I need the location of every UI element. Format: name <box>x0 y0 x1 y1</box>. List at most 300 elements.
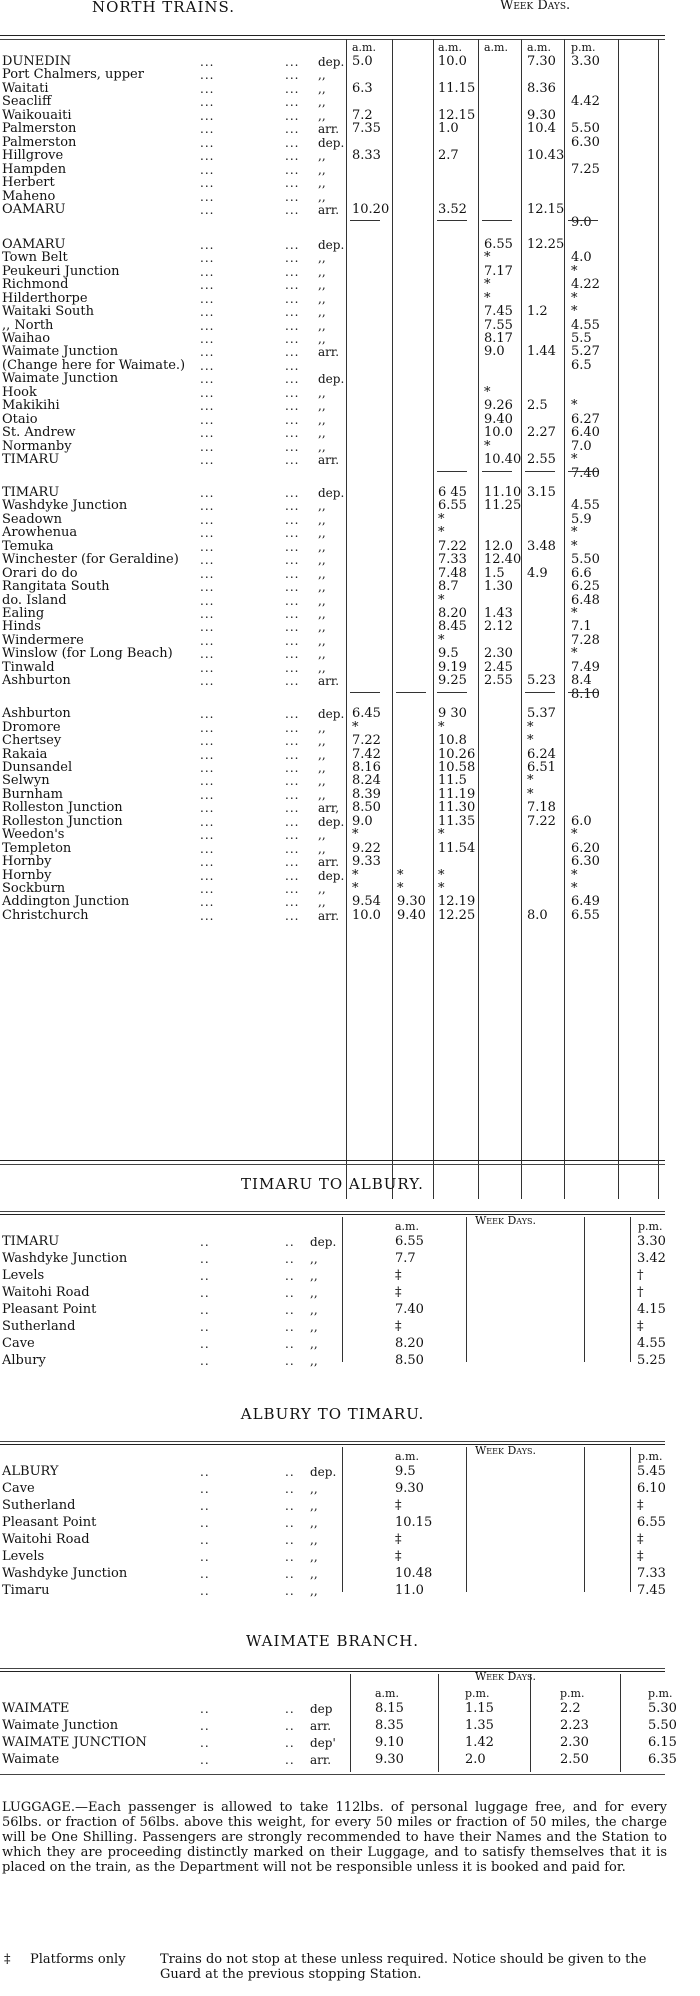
time-cell: 6.55 <box>395 1234 424 1249</box>
arr-dep-marker: ,, <box>310 1584 318 1598</box>
time-cell: 4.0 <box>571 250 592 266</box>
time-cell: 12.0 <box>484 538 513 554</box>
time-cell: 9.30 <box>395 1481 424 1496</box>
arr-dep-marker: ,, <box>318 278 326 293</box>
leader-dots: ... <box>200 647 215 662</box>
arr-dep-marker: arr. <box>310 1753 332 1767</box>
leader-dots: ... <box>285 512 300 527</box>
section-separator <box>396 692 426 693</box>
column-line <box>618 39 619 1199</box>
time-cell: 11.5 <box>438 773 467 789</box>
ampm-label: a.m. <box>395 1220 419 1233</box>
column-line <box>466 1447 467 1592</box>
time-cell: 8.15 <box>375 1701 404 1716</box>
time-cell: † <box>637 1285 644 1300</box>
column-line <box>478 39 479 1199</box>
section-title: WAIMATE BRANCH. <box>245 1632 420 1650</box>
leader-dots: .. <box>285 1337 295 1351</box>
arr-dep-marker: ,, <box>318 526 326 541</box>
leader-dots: ... <box>200 385 215 400</box>
leader-dots: ... <box>200 539 215 554</box>
time-cell: 7.22 <box>527 813 556 829</box>
leader-dots: ... <box>200 660 215 675</box>
station-name: ALBURY <box>2 1464 59 1479</box>
time-cell: 10.40 <box>484 452 522 468</box>
station-name: Waihao <box>2 331 51 346</box>
time-cell: 2.0 <box>465 1752 486 1767</box>
time-cell: 4.55 <box>571 498 600 514</box>
time-cell: 9.40 <box>484 411 513 427</box>
leader-dots: .. <box>285 1584 295 1598</box>
time-cell: 2.50 <box>560 1752 589 1767</box>
leader-dots: .. <box>285 1465 295 1479</box>
station-name: Ealing <box>2 606 45 621</box>
leader-dots: ... <box>200 372 215 387</box>
time-cell: 1.43 <box>484 606 513 621</box>
arr-dep-marker: ,, <box>318 539 326 554</box>
arr-dep-marker: dep. <box>318 372 345 387</box>
time-cell: * <box>571 881 578 896</box>
leader-dots: ... <box>285 81 300 96</box>
column-line <box>620 1674 621 1772</box>
time-cell: 1.42 <box>465 1735 494 1750</box>
station-name: Waimate Junction <box>2 1718 119 1733</box>
time-cell: 6.30 <box>571 854 600 870</box>
leader-dots: ... <box>200 633 215 648</box>
station-name: Waikouaiti <box>2 107 72 123</box>
leader-dots: ... <box>200 453 215 468</box>
column-line <box>438 1674 439 1772</box>
time-cell: 5.45 <box>637 1464 666 1479</box>
leader-dots: .. <box>200 1482 210 1496</box>
leader-dots: ... <box>200 895 215 910</box>
leader-dots: ... <box>285 499 300 514</box>
time-cell: 10.0 <box>484 425 513 441</box>
time-cell: 9.10 <box>375 1735 404 1750</box>
rule-top <box>0 35 665 36</box>
leader-dots: ... <box>200 264 215 279</box>
arr-dep-marker: dep. <box>318 868 345 883</box>
arr-dep-marker: ,, <box>318 291 326 306</box>
arr-dep-marker: ,, <box>318 895 326 910</box>
week-days-label: Week Days. <box>475 1670 536 1683</box>
time-cell: 9 30 <box>438 706 467 722</box>
time-cell: 10.0 <box>352 907 381 923</box>
time-cell: 10.20 <box>352 201 390 217</box>
column-line <box>584 1447 585 1592</box>
time-cell: 7.40 <box>571 465 600 481</box>
leader-dots: .. <box>200 1252 210 1266</box>
station-name: Maheno <box>2 188 56 204</box>
arr-dep-marker: ,, <box>318 264 326 279</box>
station-name: Hornby <box>2 867 52 883</box>
leader-dots: .. <box>285 1567 295 1581</box>
time-cell: 4.42 <box>571 94 600 110</box>
station-name: Seacliff <box>2 94 52 110</box>
arr-dep-marker: dep. <box>310 1465 337 1479</box>
leader-dots: ... <box>285 453 300 468</box>
time-cell: 8.4 <box>571 673 592 689</box>
leader-dots: ... <box>285 895 300 910</box>
time-cell: 1.30 <box>484 579 513 595</box>
time-cell: 6.10 <box>637 1481 666 1496</box>
time-cell: * <box>438 867 445 883</box>
time-cell: 9.0 <box>484 344 505 360</box>
ampm-label: p.m. <box>648 1687 673 1700</box>
leader-dots: .. <box>285 1516 295 1530</box>
leader-dots: ... <box>200 747 215 762</box>
time-cell: 8.16 <box>352 759 381 775</box>
leader-dots: ... <box>285 620 300 635</box>
leader-dots: ... <box>200 814 215 829</box>
station-name: Otaio <box>2 411 38 427</box>
leader-dots: ... <box>285 291 300 306</box>
station-name: Christchurch <box>2 907 89 923</box>
time-cell: * <box>571 646 578 662</box>
leader-dots: ... <box>200 707 215 722</box>
time-cell: 11.25 <box>484 498 522 514</box>
leader-dots: ... <box>285 399 300 414</box>
station-name: Levels <box>2 1268 45 1283</box>
time-cell: 5.5 <box>571 331 592 346</box>
time-cell: ‡ <box>637 1532 644 1547</box>
arr-dep-marker: ,, <box>318 734 326 749</box>
leader-dots: ... <box>200 499 215 514</box>
station-name: Dromore <box>2 719 61 735</box>
leader-dots: ... <box>200 720 215 735</box>
station-name: Chertsey <box>2 733 62 749</box>
leader-dots: .. <box>200 1499 210 1513</box>
station-name: Sutherland <box>2 1498 76 1513</box>
station-name: Makikihi <box>2 398 60 414</box>
leader-dots: ... <box>200 439 215 454</box>
leader-dots: .. <box>285 1303 295 1317</box>
time-cell: 6.15 <box>648 1735 677 1750</box>
time-cell: 8.36 <box>527 80 556 96</box>
station-name: do. Island <box>2 592 67 608</box>
leader-dots: ... <box>200 787 215 802</box>
leader-dots: ... <box>285 358 300 373</box>
ampm-label: a.m. <box>375 1687 399 1700</box>
time-cell: 6.51 <box>527 759 556 775</box>
leader-dots: ... <box>285 345 300 360</box>
arr-dep-marker: arr. <box>318 345 340 360</box>
time-cell: 11.0 <box>395 1583 424 1598</box>
ampm-label: p.m. <box>638 1220 663 1233</box>
time-cell: 10.26 <box>438 746 476 762</box>
leader-dots: ... <box>285 747 300 762</box>
time-cell: 6.45 <box>352 706 381 722</box>
arr-dep-marker: ,, <box>310 1567 318 1581</box>
leader-dots: ... <box>285 814 300 829</box>
leader-dots: ... <box>285 553 300 568</box>
ampm-label: a.m. <box>484 41 508 54</box>
time-cell: * <box>484 384 491 400</box>
time-cell: 10.48 <box>395 1566 433 1581</box>
time-cell: 7.7 <box>395 1251 416 1266</box>
column-line <box>433 39 434 1199</box>
arr-dep-marker: ,, <box>318 68 326 83</box>
time-cell: * <box>571 304 578 320</box>
time-cell: 7.28 <box>571 632 600 648</box>
station-name: Hilderthorpe <box>2 290 88 306</box>
arr-dep-marker: ,, <box>310 1269 318 1283</box>
leader-dots: ... <box>200 202 215 217</box>
time-cell: 1.5 <box>484 565 505 581</box>
leader-dots: ... <box>285 176 300 191</box>
station-name: Normanby <box>2 438 72 454</box>
station-name: Winchester (for Geraldine) <box>2 552 179 568</box>
time-cell: * <box>352 827 359 843</box>
arr-dep-marker: ,, <box>310 1354 318 1368</box>
time-cell: * <box>438 525 445 541</box>
time-cell: 2.7 <box>438 148 459 164</box>
station-name: Waimate Junction <box>2 371 119 387</box>
station-name: Town Belt <box>2 250 68 266</box>
time-cell: * <box>571 867 578 883</box>
station-name: Waitohi Road <box>2 1285 90 1300</box>
leader-dots: ... <box>285 580 300 595</box>
section-separator <box>525 692 555 693</box>
station-name: OAMARU <box>2 201 66 217</box>
ampm-label: a.m. <box>527 41 551 54</box>
arr-dep-marker: ,, <box>310 1252 318 1266</box>
arr-dep-marker: ,, <box>310 1337 318 1351</box>
section-separator <box>525 471 555 472</box>
leader-dots: ... <box>200 526 215 541</box>
station-name: Pleasant Point <box>2 1302 97 1317</box>
section-separator <box>437 220 467 221</box>
station-name: Rakaia <box>2 746 48 762</box>
arr-dep-marker: ,, <box>318 426 326 441</box>
leader-dots: .. <box>285 1235 295 1249</box>
time-cell: * <box>352 719 359 735</box>
column-line <box>564 39 565 1199</box>
station-name: Templeton <box>2 840 72 856</box>
time-cell: 3.48 <box>527 538 556 554</box>
time-cell: 2.30 <box>484 646 513 662</box>
ampm-label: p.m. <box>571 41 596 54</box>
leader-dots: .. <box>200 1320 210 1334</box>
leader-dots: .. <box>285 1702 295 1716</box>
time-cell: 7.40 <box>395 1302 424 1317</box>
arr-dep-marker: ,, <box>318 633 326 648</box>
leader-dots: ... <box>285 485 300 500</box>
arr-dep-marker: ,, <box>318 747 326 762</box>
leader-dots: .. <box>285 1533 295 1547</box>
time-cell: 5.30 <box>648 1701 677 1716</box>
time-cell: 11.54 <box>438 840 476 856</box>
station-name: TIMARU <box>2 1234 60 1249</box>
time-cell: * <box>352 881 359 896</box>
time-cell: * <box>397 881 404 896</box>
time-cell: 11.19 <box>438 786 476 802</box>
leader-dots: .. <box>200 1567 210 1581</box>
section-separator <box>350 220 380 221</box>
arr-dep-marker: ,, <box>318 318 326 333</box>
leader-dots: ... <box>285 774 300 789</box>
time-cell: 3.30 <box>637 1234 666 1249</box>
week-days-label: Week Days. <box>475 1214 536 1227</box>
leader-dots: ... <box>200 149 215 164</box>
leader-dots: ... <box>285 55 300 69</box>
leader-dots: ... <box>285 385 300 400</box>
time-cell: 3.52 <box>438 201 467 217</box>
arr-dep-marker: ,, <box>318 385 326 400</box>
time-cell: 8.50 <box>395 1353 424 1368</box>
time-cell: 11.30 <box>438 800 476 816</box>
leader-dots: ... <box>200 68 215 83</box>
leader-dots: ... <box>285 68 300 83</box>
station-name: Temuka <box>2 538 54 554</box>
column-line <box>342 1217 343 1362</box>
week-days-label: Week Days. <box>475 1444 536 1457</box>
time-cell: 10.8 <box>438 733 467 749</box>
column-line <box>392 39 393 1199</box>
leader-dots: ... <box>200 868 215 883</box>
arr-dep-marker: ,, <box>318 251 326 266</box>
station-name: Sockburn <box>2 881 66 896</box>
ampm-label: a.m. <box>395 1450 419 1463</box>
leader-dots: ... <box>200 412 215 427</box>
station-name: Palmerston <box>2 134 77 150</box>
station-name: Palmerston <box>2 121 77 137</box>
time-cell: 9.30 <box>375 1752 404 1767</box>
rule <box>0 1671 665 1672</box>
station-name: Burnham <box>2 786 63 802</box>
leader-dots: ... <box>200 122 215 137</box>
leader-dots: .. <box>285 1736 295 1750</box>
leader-dots: ... <box>200 580 215 595</box>
leader-dots: ... <box>200 593 215 608</box>
station-name: Arowhenua <box>2 525 78 541</box>
time-cell: 6.24 <box>527 746 556 762</box>
time-cell: 7.45 <box>637 1583 666 1598</box>
rule <box>0 1668 665 1669</box>
arr-dep-marker: ,, <box>310 1533 318 1547</box>
time-cell: 10.0 <box>438 54 467 69</box>
leader-dots: ... <box>200 332 215 346</box>
time-cell: * <box>438 881 445 896</box>
station-name: Richmond <box>2 277 69 293</box>
time-cell: 8.7 <box>438 579 459 595</box>
leader-dots: ... <box>200 55 215 69</box>
time-cell: * <box>397 867 404 883</box>
leader-dots: ... <box>285 264 300 279</box>
time-cell: 6.0 <box>571 813 592 829</box>
leader-dots: ... <box>285 787 300 802</box>
time-cell: 8.33 <box>352 148 381 164</box>
leader-dots: .. <box>285 1320 295 1334</box>
leader-dots: ... <box>285 647 300 662</box>
leader-dots: ... <box>285 660 300 675</box>
time-cell: 12.19 <box>438 894 476 910</box>
arr-dep-marker: ,, <box>318 81 326 96</box>
arr-dep-marker: ,, <box>318 828 326 843</box>
station-name: Windermere <box>2 632 84 648</box>
leader-dots: ... <box>200 318 215 333</box>
leader-dots: ... <box>200 908 215 923</box>
time-cell: ‡ <box>637 1498 644 1513</box>
rule <box>0 1441 665 1442</box>
arr-dep-marker: ,, <box>310 1303 318 1317</box>
section-separator <box>437 471 467 472</box>
leader-dots: ... <box>285 305 300 320</box>
leader-dots: .. <box>200 1702 210 1716</box>
leader-dots: ... <box>285 278 300 293</box>
station-name: Rolleston Junction <box>2 800 123 816</box>
leader-dots: .. <box>200 1337 210 1351</box>
station-name: Tinwald <box>2 659 55 675</box>
section-separator <box>437 692 467 693</box>
leader-dots: ... <box>285 439 300 454</box>
leader-dots: ... <box>200 176 215 191</box>
leader-dots: .. <box>285 1269 295 1283</box>
arr-dep-marker: ,, <box>310 1499 318 1513</box>
leader-dots: ... <box>285 332 300 346</box>
leader-dots: ... <box>200 278 215 293</box>
footnote-symbols: ‡ <box>4 1952 11 1967</box>
time-cell: 2.30 <box>560 1735 589 1750</box>
arr-dep-marker: ,, <box>318 176 326 191</box>
section-separator <box>482 220 512 221</box>
leader-dots: ... <box>200 237 215 252</box>
ampm-label: p.m. <box>465 1687 490 1700</box>
leader-dots: ... <box>285 372 300 387</box>
arr-dep-marker: ,, <box>318 149 326 164</box>
arr-dep-marker: ,, <box>310 1516 318 1530</box>
leader-dots: ... <box>285 734 300 749</box>
week-days-label: Week Days. <box>500 0 571 13</box>
time-cell: ‡ <box>395 1285 402 1300</box>
time-cell: ‡ <box>637 1319 644 1334</box>
arr-dep-marker: ,, <box>318 580 326 595</box>
leader-dots: .. <box>285 1499 295 1513</box>
leader-dots: ... <box>200 358 215 373</box>
leader-dots: ... <box>285 855 300 870</box>
station-name: Orari do do <box>2 565 78 581</box>
arr-dep-marker: ,, <box>318 647 326 662</box>
arr-dep-marker: ,, <box>318 399 326 414</box>
time-cell: 9.26 <box>484 398 513 414</box>
column-line <box>346 39 347 1199</box>
column-line <box>466 1217 467 1362</box>
time-cell: 7.33 <box>438 552 467 568</box>
time-cell: 6 45 <box>438 484 467 500</box>
leader-dots: ... <box>200 305 215 320</box>
time-cell: 6.35 <box>648 1752 677 1767</box>
time-cell: 7.1 <box>571 619 592 635</box>
ampm-label: a.m. <box>438 41 462 54</box>
time-cell: * <box>571 398 578 414</box>
leader-dots: ... <box>285 828 300 843</box>
time-cell: 7.0 <box>571 438 592 454</box>
footnote-platforms: Platforms only <box>30 1952 126 1967</box>
arr-dep-marker: ,, <box>318 566 326 581</box>
leader-dots: .. <box>200 1286 210 1300</box>
leader-dots: .. <box>285 1550 295 1564</box>
time-cell: * <box>484 277 491 293</box>
rule <box>0 1774 665 1775</box>
leader-dots: ... <box>200 607 215 621</box>
ampm-label: a.m. <box>352 41 376 54</box>
ampm-label: p.m. <box>560 1687 585 1700</box>
leader-dots: ... <box>285 707 300 722</box>
time-cell: ‡ <box>395 1532 402 1547</box>
arr-dep-marker: ,, <box>318 95 326 110</box>
time-cell: 7.48 <box>438 565 467 581</box>
arr-dep-marker: dep. <box>318 485 345 500</box>
